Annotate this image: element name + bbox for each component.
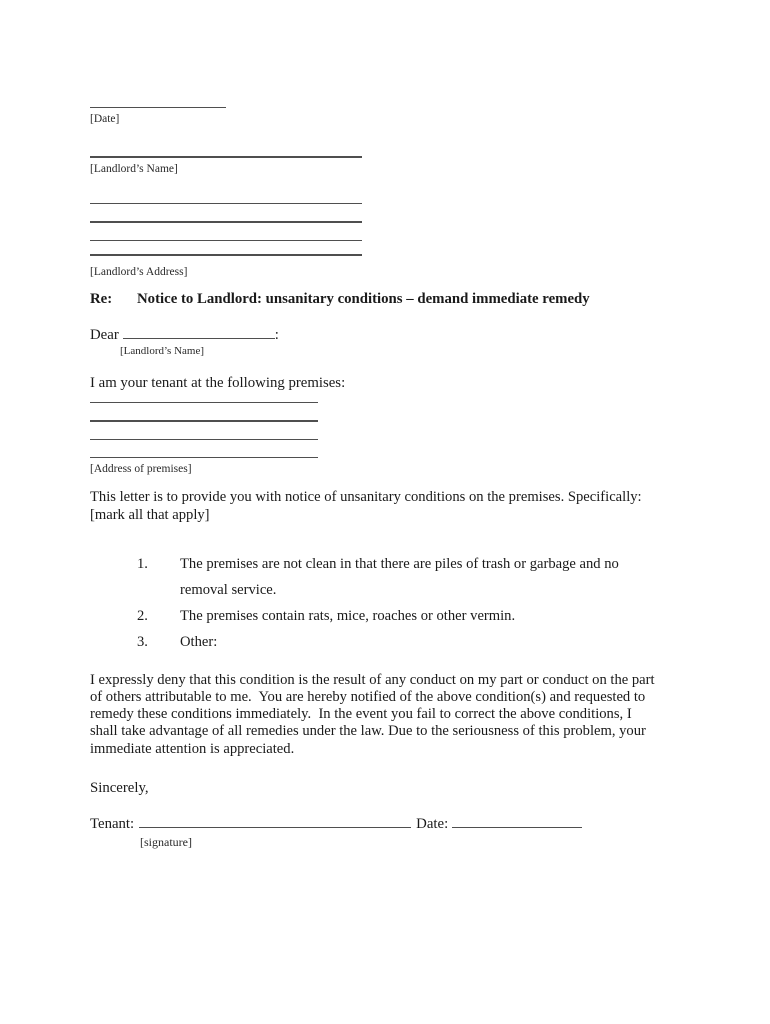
- date-blank-line: [90, 107, 226, 108]
- premises-field-label: [Address of premises]: [90, 463, 192, 476]
- condition-item-1: [90, 551, 670, 603]
- signature-row: [90, 814, 682, 833]
- landlord-address-field-label: [Landlord’s Address]: [90, 265, 188, 278]
- condition-item-2: [90, 603, 670, 629]
- premises-blank-line-2: [90, 420, 318, 421]
- tenant-intro-line: I am your tenant at the following premises:: [90, 374, 346, 391]
- date-label: Date:: [416, 815, 449, 832]
- salutation-blank-line: [123, 325, 275, 339]
- condition-text-3: Other:: [180, 633, 218, 650]
- condition-number-1: 1.: [137, 555, 148, 572]
- condition-item-3: [90, 629, 670, 655]
- landlord-name-blank-line: [90, 156, 362, 157]
- landlord-address-blank-line-4: [90, 254, 362, 255]
- condition-text-1: The premises are not clean in that there are piles of trash or garbage and no removal service.: [180, 555, 619, 598]
- salutation-word: Dear: [90, 326, 119, 343]
- signature-hint-label: [signature]: [140, 834, 192, 849]
- condition-number-3: 3.: [137, 633, 148, 650]
- landlord-name-field-label: [Landlord’s Name]: [90, 162, 178, 175]
- date-field-label: [Date]: [90, 113, 120, 126]
- premises-blank-line-3: [90, 439, 318, 440]
- salutation-hint-label: [Landlord’s Name]: [120, 344, 204, 357]
- landlord-address-blank-line-1: [90, 203, 362, 204]
- signoff-line: Sincerely,: [90, 779, 149, 796]
- subject-text: Notice to Landlord: unsanitary conditions – demand immediate remedy: [137, 290, 590, 307]
- condition-text-2: The premises contain rats, mice, roaches or other vermin.: [180, 607, 516, 624]
- tenant-label: Tenant:: [90, 815, 135, 832]
- landlord-address-blank-line-3: [90, 240, 362, 241]
- salutation-line: [90, 325, 682, 344]
- subject-line: [90, 290, 682, 309]
- salutation-colon: :: [274, 326, 279, 343]
- date-blank-line-signature: [452, 814, 582, 828]
- tenant-signature-blank-line: [139, 814, 411, 828]
- closing-paragraph: I expressly deny that this condition is the result of any conduct on my part or conduct on the part of others attributable to me. You are hereby notified of the above condition(s) and requested to remedy these conditions immediately. In the event you fail to correct the above conditions, I shall take advantage of all remedies under the law. Due to the seriousness of this problem, your immediate attention is appreciated.: [90, 671, 655, 757]
- condition-number-2: 2.: [137, 607, 148, 624]
- conditions-list: [90, 551, 682, 655]
- premises-blank-line-4: [90, 457, 318, 458]
- subject-prefix: Re:: [90, 290, 113, 307]
- notice-paragraph: This letter is to provide you with notice of unsanitary conditions on the premises. Specifically: [mark all that apply]: [90, 489, 642, 523]
- landlord-address-blank-line-2: [90, 221, 362, 222]
- premises-blank-line-1: [90, 402, 318, 403]
